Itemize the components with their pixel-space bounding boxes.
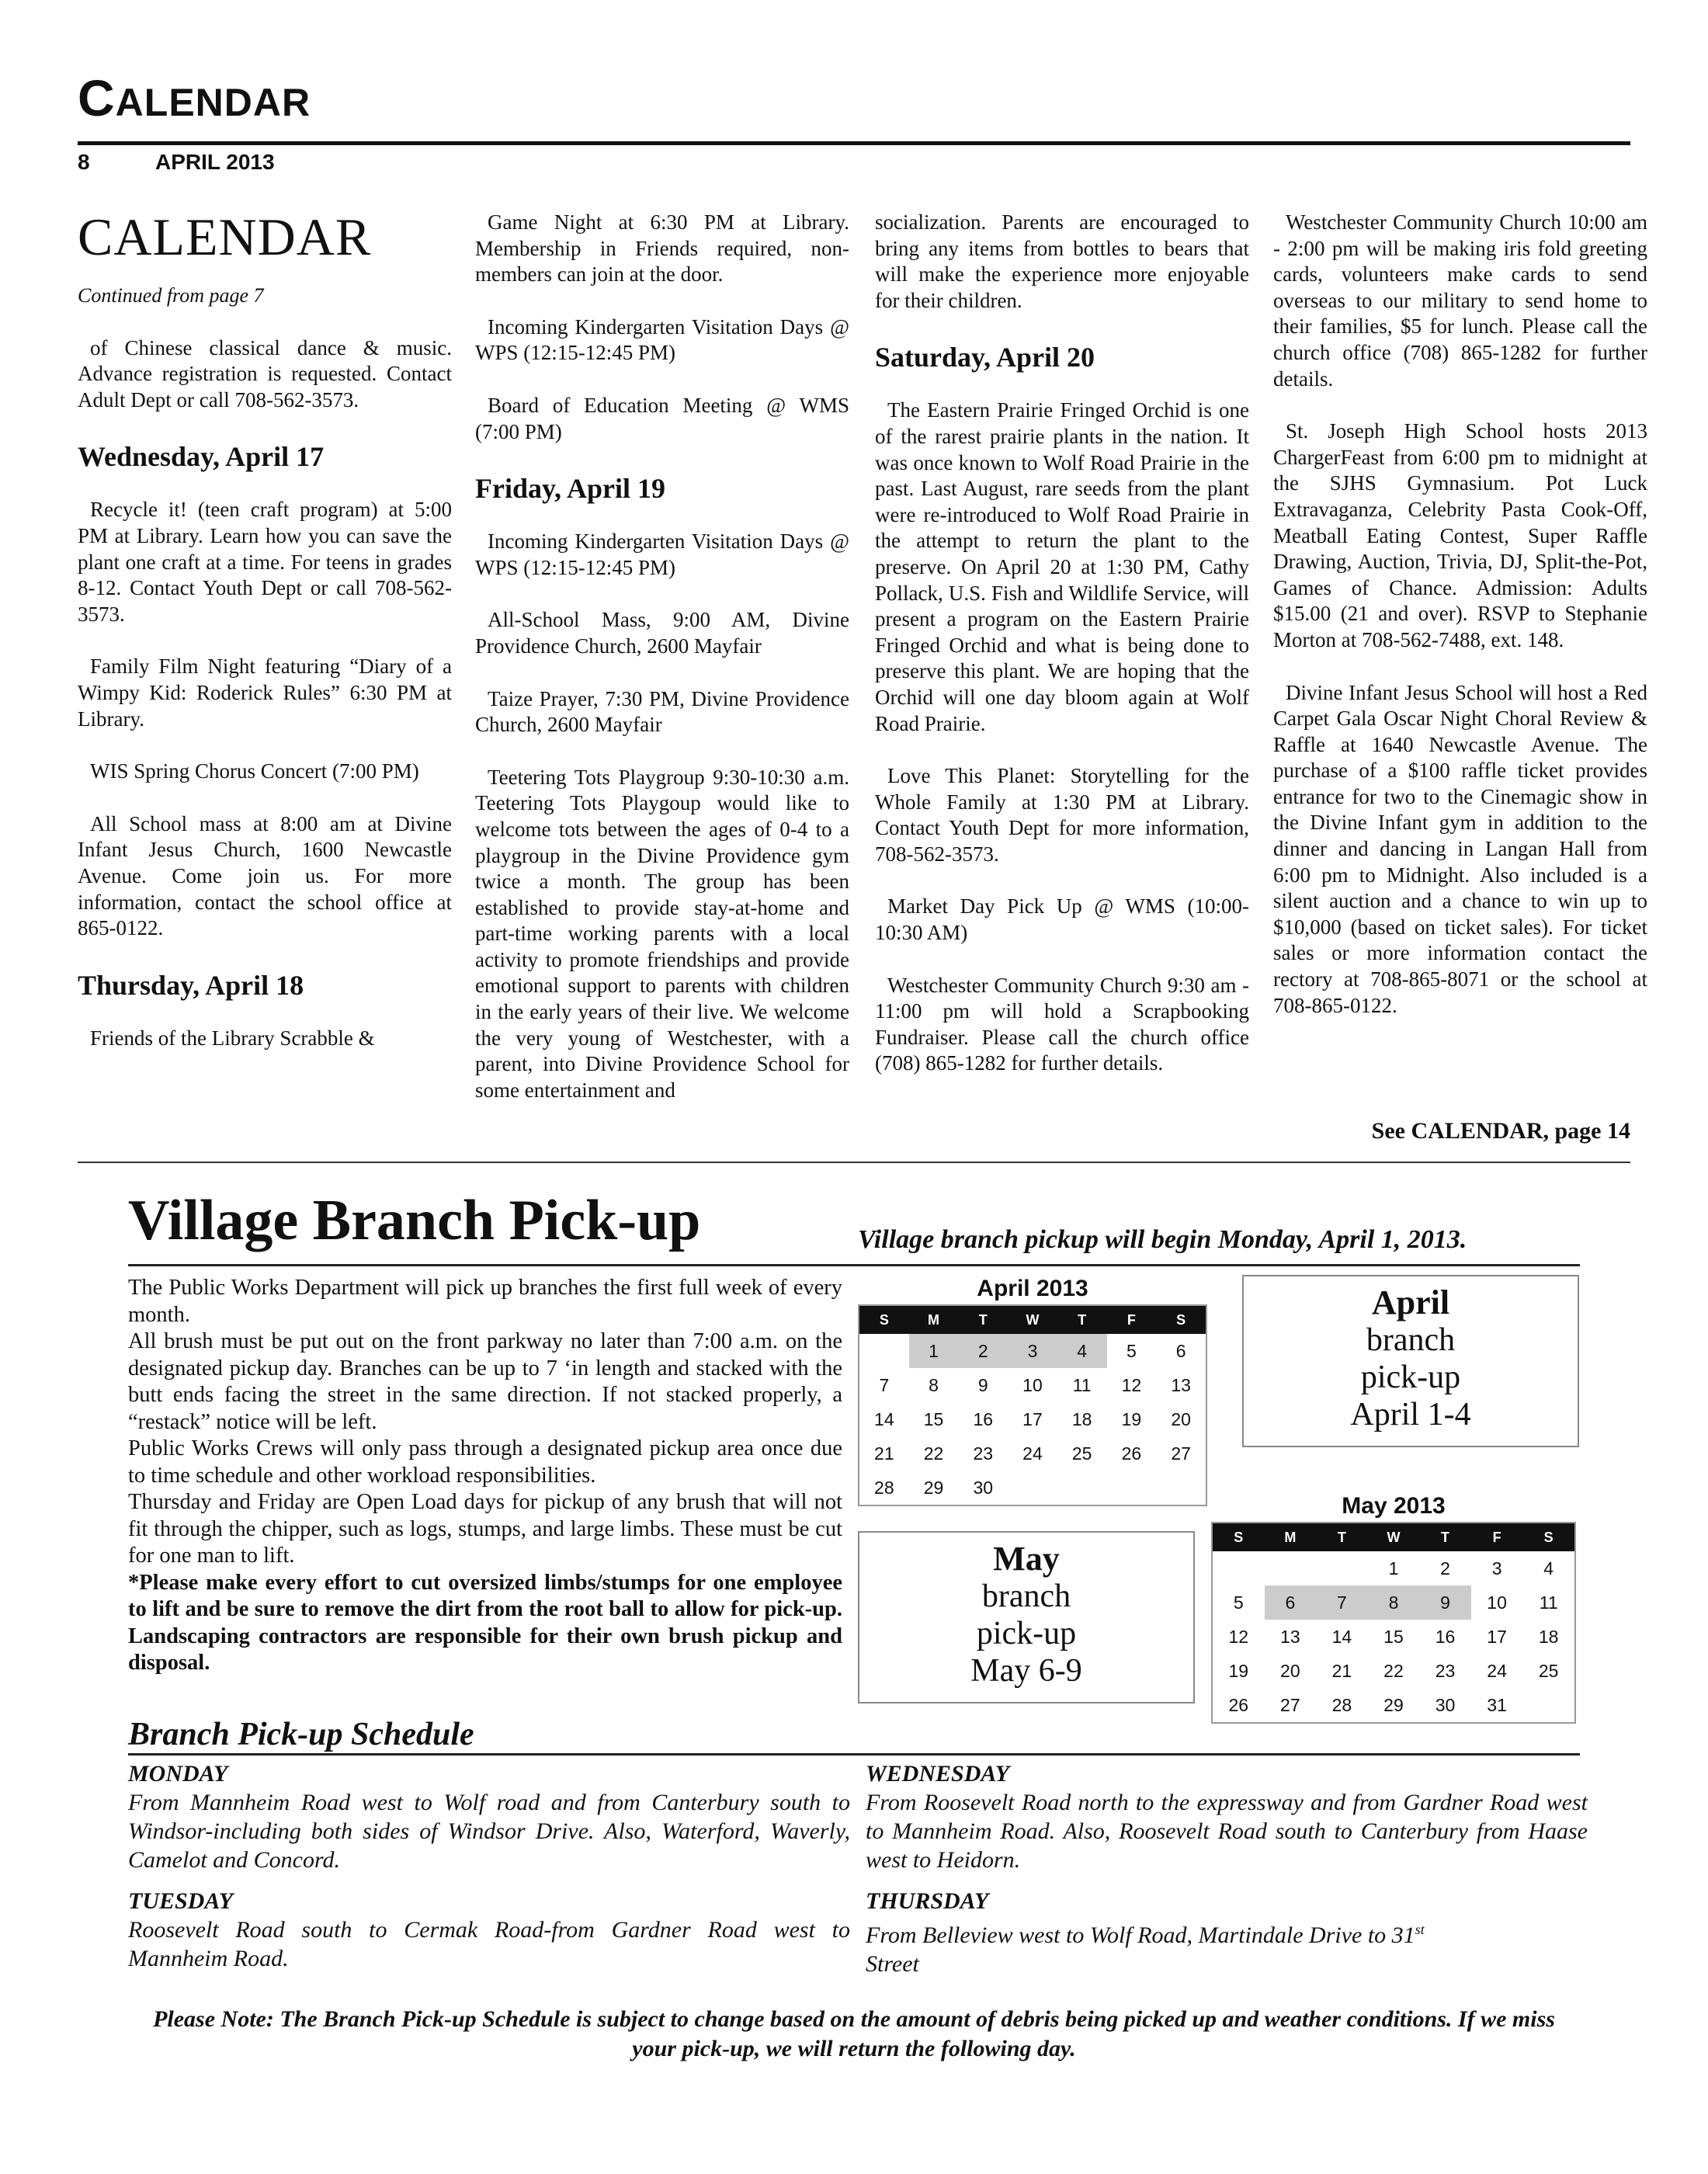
weekday-label: T — [958, 1306, 1008, 1334]
box-line: branch — [1366, 1322, 1456, 1358]
day-cell: 5 — [1233, 1592, 1244, 1613]
day-cell: 21 — [874, 1443, 894, 1464]
calendar-grid — [1213, 1523, 1574, 1722]
day-cell: 13 — [1280, 1626, 1300, 1647]
day-cell: 20 — [1171, 1408, 1191, 1429]
calendar-column-1 — [78, 207, 452, 1078]
week-row — [859, 1402, 1206, 1436]
weekday-label: T — [1419, 1523, 1471, 1551]
section-divider — [78, 1162, 1630, 1163]
schedule-rule — [128, 1753, 1580, 1756]
calendar-column-2 — [475, 210, 849, 1130]
weekday-header-row — [859, 1306, 1206, 1334]
day-cell: 23 — [1435, 1660, 1456, 1681]
box-line: pick-up — [1360, 1360, 1461, 1395]
day-cell: 14 — [1331, 1626, 1352, 1647]
may-pickup-box — [858, 1531, 1195, 1703]
event-paragraph: All School mass at 8:00 am at Divine Infant Jesus Church, 1600 Newcastle Avenue. Come join us. For more information, contact the school office at 865-0122. — [78, 811, 452, 940]
day-cell: 9 — [977, 1374, 988, 1395]
day-cell: 7 — [1316, 1585, 1368, 1620]
section-title-rest: ALENDAR — [115, 81, 311, 124]
ad-rule — [128, 1264, 1580, 1266]
day-cell: 18 — [1071, 1408, 1092, 1429]
event-paragraph: Friends of the Library Scrabble & — [90, 1026, 375, 1050]
weekday-label: W — [1368, 1523, 1420, 1551]
april-pickup-box — [1242, 1275, 1579, 1447]
day-cell: 30 — [1435, 1694, 1456, 1715]
weekday-label: S — [1522, 1523, 1574, 1551]
weekday-label: S — [859, 1306, 909, 1334]
schedule-note: Please Note: The Branch Pick-up Schedule is subject to change based on the amount of debris being picked up and weather conditions. If we miss your pick-up, we will return the following day. — [153, 2006, 1555, 2061]
empty-day-cell — [1107, 1471, 1157, 1505]
day-cell: 11 — [1072, 1374, 1092, 1395]
instruction-paragraph: *Please make every effort to cut oversized limbs/stumps for one employee to lift and be sure to remove the dirt from the root ball to allow for pick-up. Landscaping contractors are responsible for their own brush pickup and disposal. — [128, 1570, 842, 1675]
continued-note: Continued from page 7 — [78, 284, 264, 307]
empty-day-cell — [859, 1334, 909, 1368]
event-paragraph: WIS Spring Chorus Concert (7:00 PM) — [90, 759, 419, 783]
day-cell: 3 — [1008, 1334, 1057, 1368]
day-cell: 8 — [1368, 1585, 1420, 1620]
day-heading: Thursday, April 18 — [78, 969, 304, 1001]
day-cell: 9 — [1419, 1585, 1471, 1620]
header-rule — [78, 141, 1630, 145]
event-paragraph: Taize Prayer, 7:30 PM, Divine Providence Church, 2600 Mayfair — [475, 686, 849, 737]
page-number: 8 — [78, 150, 90, 174]
event-paragraph: Family Film Night featuring “Diary of a Wimpy Kid: Roderick Rules” 6:30 PM at Library. — [78, 655, 452, 731]
schedule-day: WEDNESDAY — [866, 1761, 1010, 1787]
week-row — [1213, 1551, 1574, 1585]
day-cell: 26 — [1121, 1443, 1142, 1464]
event-paragraph: Love This Planet: Storytelling for the Whole Family at 1:30 PM at Library. Contact Youth Dept for more information, 708-562-3573. — [875, 764, 1249, 866]
column-body — [475, 210, 849, 1103]
event-paragraph: Incoming Kindergarten Visitation Days @ WPS (12:15-12:45 PM) — [475, 314, 849, 365]
weekday-label: W — [1008, 1306, 1057, 1334]
section-title-cap: C — [78, 69, 116, 127]
day-cell: 4 — [1057, 1334, 1107, 1368]
schedule-day: THURSDAY — [866, 1888, 989, 1914]
schedule-tuesday — [128, 1887, 850, 1973]
column-body — [875, 210, 1249, 1077]
calendar-column-3 — [875, 210, 1249, 1103]
week-row — [859, 1436, 1206, 1471]
section-title — [78, 68, 311, 127]
empty-day-cell — [1008, 1471, 1057, 1505]
day-cell: 24 — [1022, 1443, 1043, 1464]
empty-day-cell — [1316, 1551, 1368, 1585]
day-cell: 5 — [1126, 1340, 1137, 1361]
week-row — [859, 1471, 1206, 1505]
event-paragraph: St. Joseph High School hosts 2013 ChargerFeast from 6:00 pm to midnight at the SJHS Gymnasium. Pot Luck Extravaganza, Celebrity Pasta Cook-Off, Meatball Eating Contest, Super Raffle Drawing, Auction, Trivia, DJ, Split-the-Pot, Games of Chance. Admission: Adults $15.00 (21 and over). RSVP to Stephanie Morton at 708-562-7488, ext. 148. — [1273, 419, 1647, 651]
box-line: branch — [981, 1578, 1071, 1614]
day-cell: 16 — [1435, 1626, 1456, 1647]
day-cell: 26 — [1228, 1694, 1249, 1715]
instruction-paragraph: Public Works Crews will only pass through a designated pickup area once due to time schedule and other workload responsibilities. — [128, 1436, 842, 1488]
calendar-heading: CALENDAR — [78, 207, 372, 266]
event-paragraph: of Chinese classical dance & music. Advance registration is requested. Contact Adult Dept or call 708-562-3573. — [78, 335, 452, 412]
day-heading: Friday, April 19 — [475, 473, 666, 505]
instruction-paragraph: The Public Works Department will pick up branches the first full week of every month. — [128, 1276, 842, 1327]
day-cell: 24 — [1487, 1660, 1507, 1681]
day-cell: 1 — [909, 1334, 959, 1368]
column-body — [1273, 210, 1647, 1019]
weekday-label: S — [1213, 1523, 1265, 1551]
issue-date: APRIL 2013 — [155, 150, 275, 174]
event-paragraph: Incoming Kindergarten Visitation Days @ WPS (12:15-12:45 PM) — [475, 530, 849, 579]
day-cell: 6 — [1175, 1340, 1186, 1361]
day-cell: 29 — [1383, 1694, 1404, 1715]
schedule-text: From Roosevelt Road north to the expressway and from Gardner Road west to Mannheim Road. Also, Roosevelt Road south to Canterbury from Haase west to Heidorn. — [866, 1790, 1588, 1873]
box-line: pick-up — [976, 1616, 1077, 1651]
day-cell: 18 — [1538, 1626, 1559, 1647]
instruction-paragraph: Thursday and Friday are Open Load days for pickup of any brush that will not fit through the chipper, such as logs, stumps, and large limbs. These must be cut for one man to lift. — [128, 1490, 842, 1568]
schedule-text: Roosevelt Road south to Cermak Road-from Gardner Road west to Mannheim Road. — [128, 1917, 850, 1971]
schedule-text-end: Street — [866, 1951, 919, 1977]
day-cell: 19 — [1121, 1408, 1142, 1429]
event-paragraph: socialization. Parents are encouraged to bring any items from bottles to bears that will make the experience more enjoyable for their children. — [875, 210, 1249, 312]
weekday-header-row — [1213, 1523, 1574, 1551]
day-cell: 17 — [1487, 1626, 1507, 1647]
day-cell: 11 — [1539, 1592, 1558, 1613]
day-cell: 23 — [973, 1443, 994, 1464]
instruction-paragraph: All brush must be put out on the front parkway no later than 7:00 a.m. on the designated pickup day. Branches can be up to 7 ‘in length and stacked with the butt ends facing the street in the same direction. If not stacked properly, a “restack” notice will be left. — [128, 1329, 842, 1434]
ad-instructions — [128, 1275, 842, 1677]
day-cell: 19 — [1228, 1660, 1249, 1681]
schedule-title: Branch Pick-up Schedule — [128, 1717, 474, 1752]
week-row — [1213, 1620, 1574, 1654]
may-calendar — [1211, 1491, 1576, 1724]
day-cell: 27 — [1280, 1694, 1300, 1715]
schedule-day: MONDAY — [128, 1761, 228, 1787]
event-paragraph: Board of Education Meeting @ WMS (7:00 PM) — [475, 393, 849, 443]
day-cell: 15 — [923, 1408, 944, 1429]
day-cell: 22 — [923, 1443, 944, 1464]
schedule-text-main: From Belleview west to Wolf Road, Martindale Drive to 31 — [866, 1922, 1415, 1948]
see-more-link[interactable]: See CALENDAR, page 14 — [1371, 1118, 1630, 1144]
day-cell: 13 — [1171, 1374, 1191, 1395]
day-cell: 25 — [1071, 1443, 1092, 1464]
event-paragraph: Market Day Pick Up @ WMS (10:00-10:30 AM) — [875, 894, 1249, 945]
april-calendar — [858, 1273, 1207, 1506]
day-cell: 31 — [1487, 1694, 1507, 1715]
week-row — [1213, 1688, 1574, 1722]
event-paragraph: Westchester Community Church 9:30 am - 11:00 pm will hold a Scrapbooking Fundraiser. Please call the church office (708) 865-1282 for further details. — [875, 973, 1249, 1075]
day-cell: 10 — [1487, 1592, 1507, 1613]
empty-day-cell — [1156, 1471, 1206, 1505]
empty-day-cell — [1057, 1471, 1107, 1505]
day-cell: 6 — [1265, 1585, 1317, 1620]
event-paragraph: Westchester Community Church 10:00 am - 2:00 pm will be making iris fold greeting cards, volunteers make cards to send overseas to our military to send home to their families, $5 for lunch. Please call the church office (708) 865-1282 for further details. — [1273, 210, 1647, 391]
schedule-text — [866, 1915, 1588, 1978]
day-cell: 27 — [1171, 1443, 1191, 1464]
box-line: April 1-4 — [1350, 1397, 1471, 1433]
event-paragraph: Recycle it! (teen craft program) at 5:00 PM at Library. Learn how you can save the plant one craft at a time. For teens in grades 8-12. Contact Youth Dept or call 708-562-3573. — [78, 498, 452, 626]
weekday-label: S — [1156, 1306, 1206, 1334]
day-cell: 12 — [1121, 1374, 1142, 1395]
box-line: May 6-9 — [970, 1653, 1082, 1689]
day-cell: 21 — [1331, 1660, 1352, 1681]
event-paragraph: Game Night at 6:30 PM at Library. Membership in Friends required, non-members can join at the door. — [475, 210, 849, 287]
schedule-wednesday — [866, 1759, 1588, 1874]
week-row — [1213, 1585, 1574, 1620]
event-paragraph: All-School Mass, 9:00 AM, Divine Providence Church, 2600 Mayfair — [475, 608, 849, 658]
day-cell: 1 — [1388, 1558, 1399, 1578]
event-paragraph: Teetering Tots Playgroup 9:30-10:30 a.m. Teetering Tots Playgoup would like to welcome tots between the ages of 0-4 to a playgroup in the Divine Providence gym twice a month. The group has been established to provide stay-at-home and part-time working parents with a local activity to promote friendships and provide emotional support to parents with children in the early years of their live. We welcome the very young of Westchester, with a parent, into Divine Providence School for some entertainment and — [475, 765, 849, 1102]
schedule-text: From Mannheim Road west to Wolf road and from Canterbury south to Windsor-including both sides of Windsor Drive. Also, Waterford, Waverly, Camelot and Concord. — [128, 1790, 850, 1873]
day-heading: Saturday, April 20 — [875, 342, 1095, 373]
calendar-title: May 2013 — [1342, 1493, 1446, 1519]
day-cell: 15 — [1383, 1626, 1404, 1647]
day-cell: 10 — [1022, 1374, 1043, 1395]
day-cell: 7 — [879, 1374, 890, 1395]
day-cell: 22 — [1383, 1660, 1404, 1681]
day-heading: Wednesday, April 17 — [78, 441, 325, 473]
day-cell: 4 — [1543, 1558, 1554, 1578]
weekday-label: T — [1057, 1306, 1107, 1334]
week-row — [1213, 1654, 1574, 1688]
week-row — [859, 1334, 1206, 1368]
day-cell: 16 — [973, 1408, 994, 1429]
day-cell: 17 — [1022, 1408, 1043, 1429]
weekday-label: M — [1265, 1523, 1317, 1551]
event-paragraph: Divine Infant Jesus School will host a Red Carpet Gala Oscar Night Choral Review & Raffle at 1640 Newcastle Avenue. The purchase of a $100 raffle ticket provides entrance for two to the Cinemagic show in the Divine Infant gym in addition to the dinner and dancing in Langan Hall from 6:00 pm to Midnight. Also included is a silent auction and a chance to win up to $10,000 (based on ticket sales). For ticket sales or more information contact the rectory at 708-865-8071 or the school at 708-865-0122. — [1273, 680, 1647, 1017]
day-cell: 14 — [874, 1408, 894, 1429]
day-cell: 2 — [1440, 1558, 1450, 1578]
weekday-label: F — [1471, 1523, 1523, 1551]
box-line: May — [993, 1540, 1060, 1578]
ad-subtitle: Village branch pickup will begin Monday, April 1, 2013. — [858, 1225, 1467, 1254]
event-paragraph: The Eastern Prairie Fringed Orchid is one of the rarest prairie plants in the nation. It was once known to Wolf Road Prairie in the past. Last August, rare seeds from the plant were re-introduced to Wolf Road Prairie in the attempt to return the plant to the preserve. On April 20 at 1:30 PM, Cathy Pollack, U.S. Fish and Wildlife Service, will present a program on the Eastern Prairie Fringed Orchid and what is being done to preserve this plant. We are hoping that the Orchid will one day bloom again at Wolf Road Prairie. — [875, 398, 1249, 735]
weekday-label: M — [909, 1306, 959, 1334]
schedule-monday — [128, 1759, 850, 1874]
day-cell: 28 — [874, 1477, 894, 1498]
empty-day-cell — [1522, 1688, 1574, 1722]
weekday-label: T — [1316, 1523, 1368, 1551]
day-cell: 30 — [973, 1477, 994, 1498]
calendar-column-4 — [1273, 210, 1647, 1045]
calendar-grid — [859, 1306, 1206, 1505]
weekday-label: F — [1107, 1306, 1157, 1334]
week-row — [859, 1368, 1206, 1402]
schedule-day: TUESDAY — [128, 1888, 234, 1914]
ordinal-suffix: st — [1415, 1922, 1425, 1937]
empty-day-cell — [1213, 1551, 1265, 1585]
day-cell: 20 — [1280, 1660, 1300, 1681]
day-cell: 8 — [929, 1374, 939, 1395]
day-cell: 12 — [1228, 1626, 1249, 1647]
day-cell: 28 — [1331, 1694, 1352, 1715]
box-line: April — [1371, 1283, 1450, 1321]
column-body — [78, 335, 452, 1052]
calendar-title: April 2013 — [977, 1276, 1088, 1301]
empty-day-cell — [1265, 1551, 1317, 1585]
ad-title: Village Branch Pick-up — [128, 1189, 701, 1252]
day-cell: 3 — [1491, 1558, 1502, 1578]
day-cell: 25 — [1538, 1660, 1559, 1681]
day-cell: 29 — [923, 1477, 944, 1498]
schedule-thursday — [866, 1887, 1588, 1978]
day-cell: 2 — [958, 1334, 1008, 1368]
